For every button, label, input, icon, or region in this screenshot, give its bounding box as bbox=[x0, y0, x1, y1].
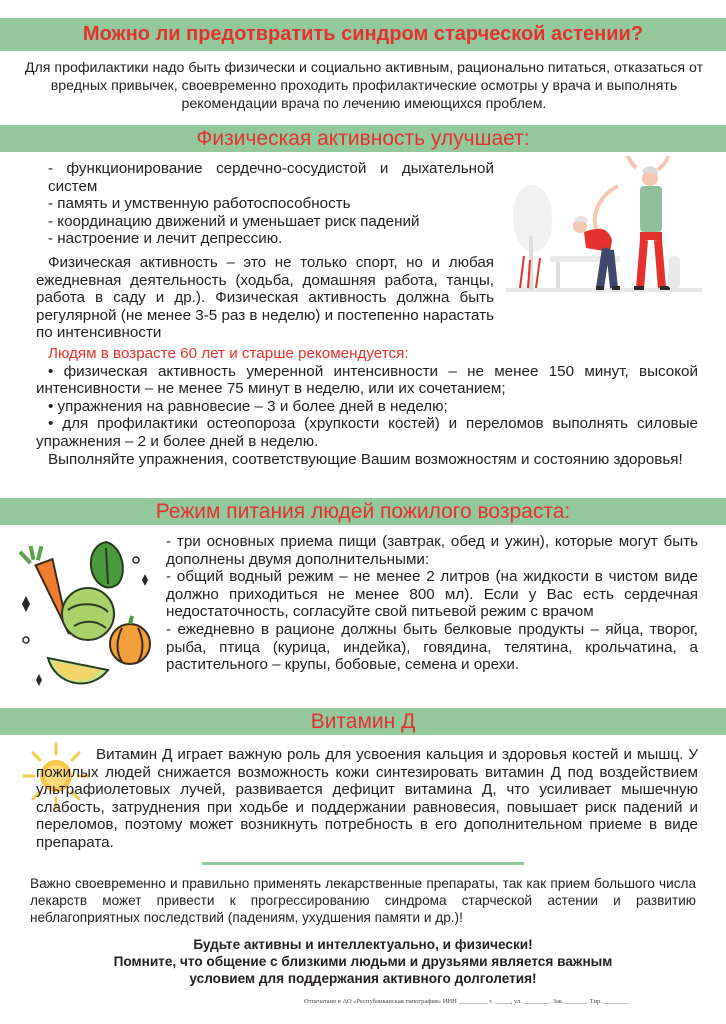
list-item: - память и умственную работоспособность bbox=[48, 195, 351, 213]
list-item: • для профилактики остеопороза (хрупкости костей) и переломов выполнять силовые упражнения – 2 и более дней в неделю. bbox=[36, 415, 698, 450]
section-heading-activity: Физическая активность улучшает: bbox=[0, 125, 726, 152]
divider bbox=[202, 862, 524, 865]
list-item: • физическая активность умеренной интенсивности – не менее 150 минут, высокой интенсивности – не менее 75 минут в неделю, или их сочетанием; bbox=[36, 362, 698, 398]
print-footer: Отпечатано в АО «Республиканская типография» ИНН _________ г. _____, ул. ________. Зак._______. Тир. ________ bbox=[304, 998, 630, 1005]
medication-note: Важно своевременно и правильно применять лекарственные препараты, так как прием большого числа лекарств может привести к прогрессированию синдрома старческой астении и развитию неблагоприятных последствий (падениям, ухудшения памяти и др.)! bbox=[30, 876, 696, 925]
list-item: - ежедневно в рационе должны быть белковые продукты – яйца, творог, рыба, птица (курица, индейка), говядина, телятина, крольчатина, а растительного – крупы, бобовые, семена и орехи. bbox=[166, 620, 698, 674]
activity-benefits-list bbox=[36, 160, 494, 248]
recommendations-block bbox=[36, 345, 698, 468]
vegetables-illustration bbox=[18, 540, 164, 690]
section-heading-vitamin: Витамин Д bbox=[0, 708, 726, 735]
list-item: - функционирование сердечно-сосудистой и дыхательной систем bbox=[48, 160, 494, 195]
list-item: • упражнения на равновесие – 3 и более дней в неделю; bbox=[48, 397, 448, 415]
closing-message bbox=[30, 936, 696, 987]
list-item: - настроение и лечит депрессию. bbox=[48, 230, 283, 248]
closing-line: Будьте активны и интеллектуально, и физически! bbox=[193, 937, 533, 952]
section-heading-nutrition: Режим питания людей пожилого возраста: bbox=[0, 498, 726, 525]
elderly-exercise-illustration bbox=[500, 156, 706, 302]
vitamin-paragraph: Витамин Д играет важную роль для усвоения кальция и здоровья костей и мышц. У пожилых людей снижается возможность кожи синтезировать витамин Д под воздействием ультрафиолетовых лучей, развивается дефицит витамина Д, что усиливает мышечную слабость, затруднения при ходьбе и поддержании равновесия, повышает риск падений и переломов, поэтому может возникнуть потребность в его дополнительном приеме в виде препарата. bbox=[36, 746, 698, 851]
page-title: Можно ли предотвратить синдром старческой астении? bbox=[0, 18, 726, 51]
list-item: - общий водный режим – не менее 2 литров (на жидкости в чистом виде должно приходиться не менее 800 мл). Если у Вас есть сердечная недостаточность, согласуйте свой питьевой режим с врачом bbox=[166, 568, 698, 621]
closing-line: Помните, что общение с близкими людьми и друзьями является важным bbox=[113, 954, 613, 969]
activity-closing: Выполняйте упражнения, соответствующие Вашим возможностям и состоянию здоровья! bbox=[48, 450, 683, 468]
activity-paragraph: Физическая активность – это не только спорт, но и любая ежедневная деятельность (ходьба, домашняя работа, танцы, работа в саду и др.). Физическая активность должна быть регулярной (не менее 3-5 раз в неделю) и постепенно нарастать по интенсивности bbox=[36, 254, 494, 342]
nutrition-list bbox=[166, 533, 698, 674]
list-item: - координацию движений и уменьшает риск падений bbox=[48, 212, 420, 230]
list-item: - три основных приема пищи (завтрак, обед и ужин), которые могут быть дополнены двумя дополнительными: bbox=[166, 533, 698, 568]
closing-line: условием для поддержания активного долголетия! bbox=[189, 971, 537, 986]
intro-paragraph: Для профилактики надо быть физически и социально активным, рационально питаться, отказаться от вредных привычек, своевременно проходить профилактические осмотры у врача и выполнять рекомендации врача по лечению имеющихся проблем. bbox=[24, 60, 704, 112]
recommend-title: Людям в возрасте 60 лет и старше рекомендуется: bbox=[48, 345, 409, 362]
